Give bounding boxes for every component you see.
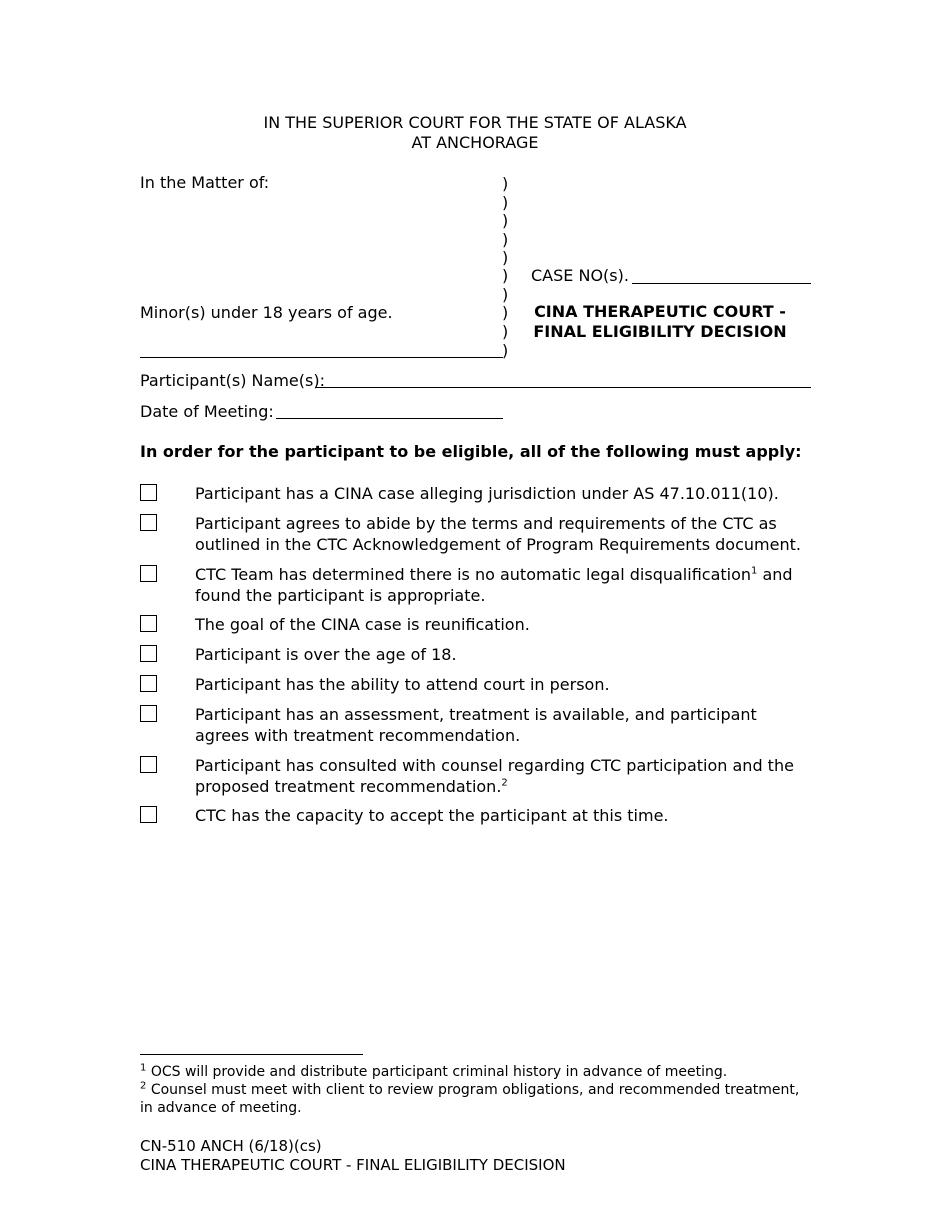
meeting-date-line[interactable] <box>276 418 503 419</box>
checklist-item: Participant is over the age of 18. <box>195 645 457 664</box>
caption-paren: ) <box>502 174 509 193</box>
court-heading <box>0 113 950 153</box>
matter-label: In the Matter of: <box>140 173 270 192</box>
caption-paren: ) <box>502 303 509 322</box>
form-footer-title: CINA THERAPEUTIC COURT - FINAL ELIGIBILITY DECISION <box>140 1156 566 1174</box>
footnote-ref: 1 <box>751 565 758 577</box>
checkbox-agrees-terms[interactable] <box>140 514 157 531</box>
matter-name-line[interactable] <box>140 357 503 358</box>
checkbox-capacity[interactable] <box>140 806 157 823</box>
document-title-line1: CINA THERAPEUTIC COURT - <box>534 302 786 321</box>
checklist-item: Participant has the ability to attend court in person. <box>195 675 610 694</box>
checkbox-no-disqualification[interactable] <box>140 565 157 582</box>
caption-paren: ) <box>502 230 509 249</box>
checklist-item: The goal of the CINA case is reunification. <box>195 615 530 634</box>
caption-paren: ) <box>502 285 509 304</box>
checklist-item: Participant has a CINA case alleging jurisdiction under AS 47.10.011(10). <box>195 484 779 503</box>
checklist-item: Participant has consulted with counsel regarding CTC participation and the proposed treatment recommendation.$^2$ <box>195 756 794 796</box>
checkbox-assessment[interactable] <box>140 705 157 722</box>
court-name: IN THE SUPERIOR COURT FOR THE STATE OF ALASKA <box>263 113 687 132</box>
footnote-ref: 2 <box>501 777 508 789</box>
document-title-line2: FINAL ELIGIBILITY DECISION <box>533 322 787 341</box>
caption-paren: ) <box>502 193 509 212</box>
checkbox-consulted-counsel[interactable] <box>140 756 157 773</box>
document-title <box>520 302 800 342</box>
case-no-line[interactable] <box>632 283 811 284</box>
participant-name-line[interactable] <box>315 387 811 388</box>
checkbox-cina-case[interactable] <box>140 484 157 501</box>
checklist-item: Participant agrees to abide by the terms and requirements of the CTC as outlined in the CTC Acknowledgement of Program Requirements document. <box>195 514 801 554</box>
checkbox-over-18[interactable] <box>140 645 157 662</box>
checklist-item: CTC has the capacity to accept the participant at this time. <box>195 806 669 825</box>
form-id: CN-510 ANCH (6/18)(cs) <box>140 1137 322 1155</box>
caption-paren: ) <box>502 211 509 230</box>
checklist-item: Participant has an assessment, treatment is available, and participant agrees with treatment recommendation. <box>195 705 757 745</box>
checkbox-attend-court[interactable] <box>140 675 157 692</box>
caption-paren: ) <box>502 248 509 267</box>
participant-label: Participant(s) Name(s): <box>140 371 325 390</box>
court-location: AT ANCHORAGE <box>411 133 539 152</box>
eligibility-instruction: In order for the participant to be eligible, all of the following must apply: <box>140 442 802 461</box>
footnote-2: $^2$ Counsel must meet with client to review program obligations, and recommended treatment, in advance of meeting. <box>140 1080 800 1116</box>
form-footer <box>140 1137 566 1175</box>
meeting-label: Date of Meeting: <box>140 402 274 421</box>
caption-paren: ) <box>502 266 509 285</box>
case-no-label: CASE NO(s). <box>531 266 629 285</box>
caption-paren: ) <box>502 341 509 360</box>
caption-paren: ) <box>502 322 509 341</box>
checklist-item: CTC Team has determined there is no automatic legal disqualification$^1$ and found the participant is appropriate. <box>195 565 793 605</box>
footnote-1: $^1$ OCS will provide and distribute participant criminal history in advance of meeting. <box>140 1062 728 1080</box>
checkbox-reunification[interactable] <box>140 615 157 632</box>
minor-label: Minor(s) under 18 years of age. <box>140 303 393 322</box>
footnote-separator <box>140 1054 363 1055</box>
